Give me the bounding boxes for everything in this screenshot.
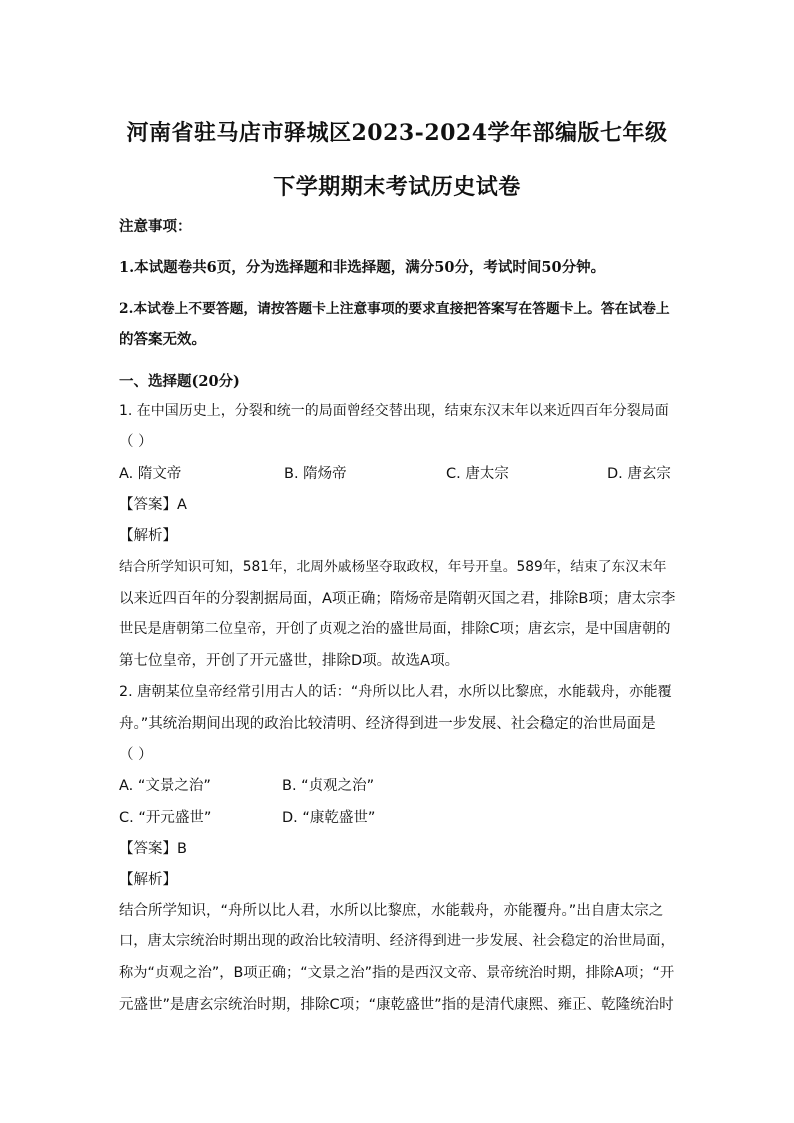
q2-option-c: C. “开元盛世” <box>119 810 212 826</box>
q2-analysis-line4: 元盛世”是唐玄宗统治时期，排除C项；“康乾盛世”指的是清代康熙、雍正、乾隆统治时 <box>119 997 674 1013</box>
exam-title-line2: 下学期期末考试历史试卷 <box>273 174 521 200</box>
q2-option-a: A. “文景之治” <box>119 778 211 794</box>
q1-stem-line1: 1. 在中国历史上，分裂和统一的局面曾经交替出现，结束东汉末年以来近四百年分裂局面 <box>119 403 669 419</box>
q1-option-a: A. 隋文帝 <box>119 466 182 482</box>
notice-item-2-line2: 的答案无效。 <box>119 331 206 348</box>
q2-option-b: B. “贞观之治” <box>282 778 375 794</box>
notice-item-2-line1: 2.本试卷上不要答题，请按答题卡上注意事项的要求直接把答案写在答题卡上。答在试卷上 <box>119 301 670 317</box>
notice-heading: 注意事项： <box>119 218 192 235</box>
section-heading: 一、选择题(20分) <box>119 373 240 390</box>
notice-item-1: 1.本试题卷共6页，分为选择题和非选择题，满分50分，考试时间50分钟。 <box>119 259 606 276</box>
q1-analysis-line3: 世民是唐朝第二位皇帝，开创了贞观之治的盛世局面，排除C项；唐玄宗，是中国唐朝的 <box>119 621 671 637</box>
q1-option-b: B. 隋炀帝 <box>284 466 347 482</box>
q1-answer: 【答案】A <box>119 497 187 513</box>
q2-answer: 【答案】B <box>119 841 187 857</box>
q1-analysis-line4: 第七位皇帝，开创了开元盛世，排除D项。故选A项。 <box>119 653 460 669</box>
exam-title-line1: 河南省驻马店市驿城区2023-2024学年部编版七年级 <box>126 120 668 146</box>
q2-analysis-line3: 称为“贞观之治”，B项正确；“文景之治”指的是西汉文帝、景帝统治时期，排除A项；“开 <box>119 965 675 981</box>
q2-stem-line2: 舟。”其统治期间出现的政治比较清明、经济得到进一步发展、社会稳定的治世局面是 <box>119 716 656 732</box>
q2-analysis-label: 【解析】 <box>119 872 177 888</box>
q1-analysis-label: 【解析】 <box>119 528 177 544</box>
q2-analysis-line1: 结合所学知识，“舟所以比人君，水所以比黎庶，水能载舟，亦能覆舟。”出自唐太宗之 <box>119 903 664 919</box>
q1-analysis-line2: 以来近四百年的分裂割据局面，A项正确；隋炀帝是隋朝灭国之君，排除B项；唐太宗李 <box>119 591 676 607</box>
q1-stem-line2: （ ） <box>119 434 153 450</box>
q2-stem-line3: （ ） <box>119 747 153 763</box>
q1-analysis-line1: 结合所学知识可知，581年，北周外戚杨坚夺取政权，年号开皇。589年，结束了东汉末年 <box>119 559 667 575</box>
q2-option-d: D. “康乾盛世” <box>282 810 376 826</box>
q2-stem-line1: 2. 唐朝某位皇帝经常引用古人的话：“舟所以比人君，水所以比黎庶，水能载舟，亦能覆 <box>119 684 672 700</box>
q2-analysis-line2: 口，唐太宗统治时期出现的政治比较清明、经济得到进一步发展、社会稳定的治世局面， <box>119 933 675 949</box>
q1-option-c: C. 唐太宗 <box>446 466 509 482</box>
q1-option-d: D. 唐玄宗 <box>607 466 671 482</box>
